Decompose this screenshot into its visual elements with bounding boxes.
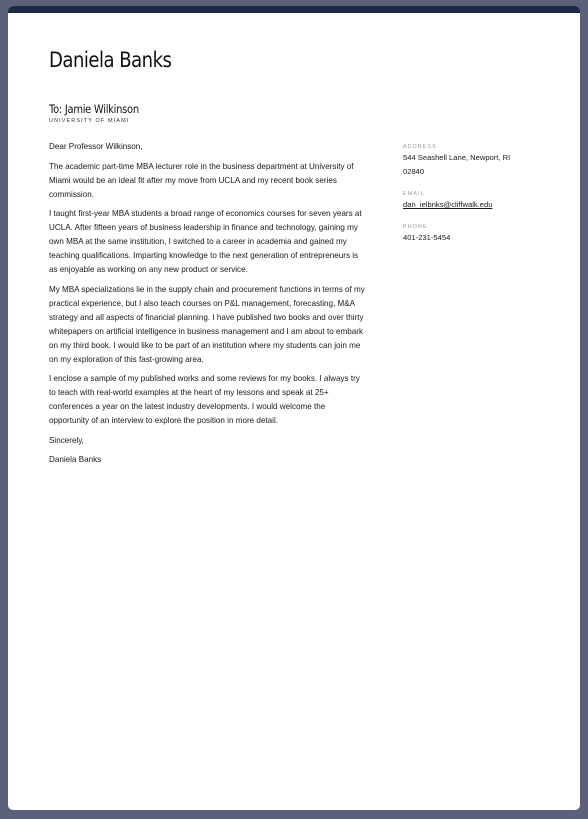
header-accent-bar xyxy=(8,6,580,13)
closing: Sincerely, xyxy=(49,435,84,445)
letter-page xyxy=(8,6,580,810)
letter-body xyxy=(49,140,367,473)
address-value xyxy=(403,151,553,179)
email-label: EMAIL xyxy=(403,191,425,197)
paragraph-closing-request: I enclose a sample of my published works and some reviews for my books. I always try to teach with real-world examples at the heart of my lessons and speak at 25+ conferences a year on the latest industry developments. I would welcome the opportunity of an interview to explore the position in more detail. xyxy=(49,374,360,425)
address-label: ADDRESS xyxy=(403,144,437,150)
address-line-1: 544 Seashell Lane, Newport, RI xyxy=(403,153,511,162)
recipient-institution: UNIVERSITY OF MIAMI xyxy=(49,118,130,124)
salutation: Dear Professor Wilkinson, xyxy=(49,142,143,151)
paragraph-intro: The academic part-time MBA lecturer role in the business department at University of Miami would be an ideal fit after my move from UCLA and my recent book series commission. xyxy=(49,161,354,199)
email-link[interactable]: dan_ielbnks@cliffwalk.edu xyxy=(403,200,493,209)
address-line-2: 02840 xyxy=(403,167,425,176)
paragraph-experience: I taught first-year MBA students a broad range of economics courses for seven years at UCLA. After fifteen years of business leadership in finance and technology, gaining my own MBA at the same institution, I switched to a career in academia and gained my teaching qualifications. Imparting knowledge to the next generation of entrepreneurs is as enjoyable as working on any new product or service. xyxy=(49,209,362,274)
contact-sidebar xyxy=(403,143,553,256)
recipient-name: To: Jamie Wilkinson xyxy=(49,102,139,116)
phone-value: 401-231-5454 xyxy=(403,233,451,242)
sender-name: Daniela Banks xyxy=(49,48,172,72)
paragraph-specializations: My MBA specializations lie in the supply chain and procurement functions in terms of my practical experience, but I also teach courses on P&L management, forecasting, M&A strategy and all aspects of financial planning. I have published two books and over thirty whitepapers on artificial intelligence in business management and I am about to embark on my third book. I would like to be part of an institution where my students can join me on my exploration of this fast-growing area. xyxy=(49,284,365,364)
signature: Daniela Banks xyxy=(49,455,102,464)
phone-label: PHONE xyxy=(403,224,428,230)
